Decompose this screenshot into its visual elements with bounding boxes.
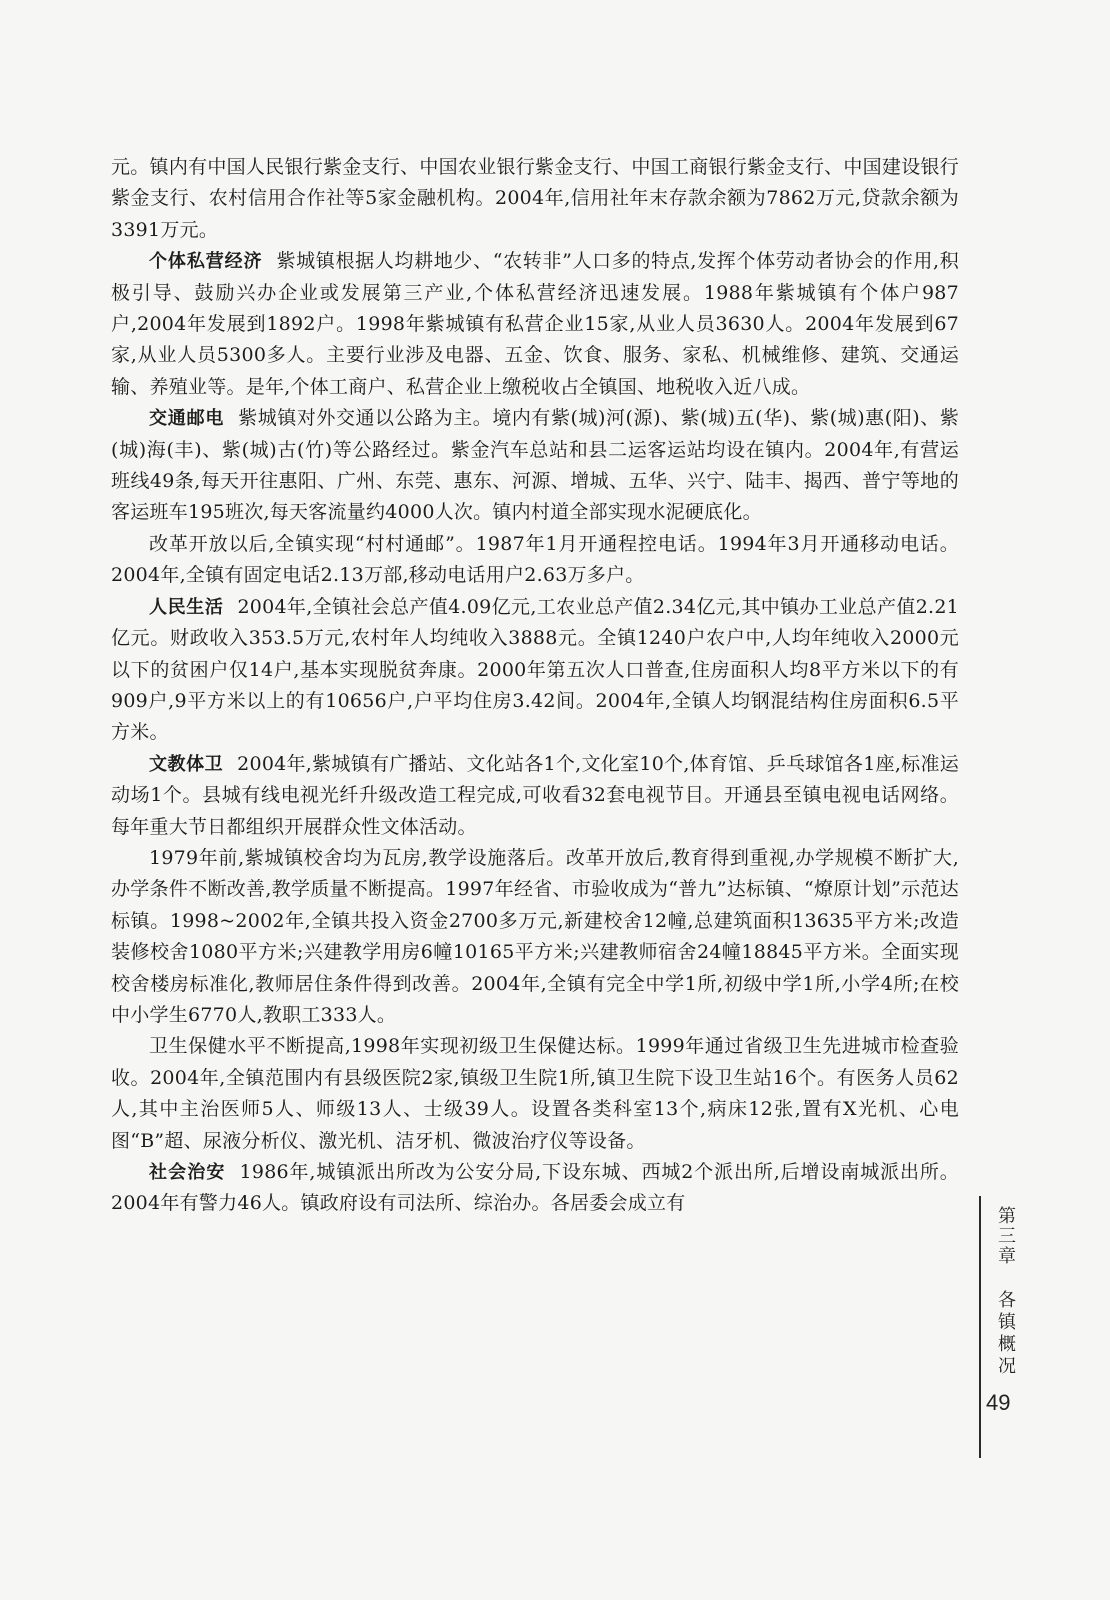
paragraph-education (111, 843, 959, 1031)
section-label: 各镇概况 (995, 1290, 1016, 1378)
paragraph-transport (111, 403, 959, 529)
paragraph-finance (111, 152, 959, 246)
section-heading: 交通邮电 (149, 408, 225, 430)
paragraph-security (111, 1157, 959, 1220)
page-number: 49 (986, 1390, 1011, 1415)
paragraph-text: 改革开放以后,全镇实现“村村通邮”。1987年1月开通程控电话。1994年3月开通移动电话。2004年,全镇有固定电话2.13万部,移动电话用户2.63万多户。 (111, 532, 959, 587)
paragraph-text: 紫城镇根据人均耕地少、“农转非”人口多的特点,发挥个体劳动者协会的作用,积极引导、鼓励兴办企业或发展第三产业,个体私营经济迅速发展。1988年紫城镇有个体户987户,2004年发展到1892户。1998年紫城镇有私营企业15家,从业人员3630人。2004年发展到67家,从业人员5300多人。主要行业涉及电器、五金、饮食、服务、家私、机械维修、建筑、交通运输、养殖业等。是年,个体工商户、私营企业上缴税收占全镇国、地税收入近八成。 (111, 250, 959, 398)
paragraph-text: 紫城镇对外交通以公路为主。境内有紫(城)河(源)、紫(城)五(华)、紫(城)惠(阳)、紫(城)海(丰)、紫(城)古(竹)等公路经过。紫金汽车总站和县二运客运站均设在镇内。2004年,有营运班线49条,每天开往惠阳、广州、东莞、惠东、河源、增城、五华、兴宁、陆丰、揭西、普宁等地的客运班车195班次,每天客流量约4000人次。镇内村道全部实现水泥硬底化。 (111, 407, 960, 524)
chapter-label: 第三章 (995, 1206, 1016, 1266)
section-heading: 社会治安 (149, 1162, 226, 1183)
paragraph-text: 卫生保健水平不断提高,1998年实现初级卫生保健达标。1999年通过省级卫生先进城市检查验收。2004年,全镇范围内有县级医院2家,镇级卫生院1所,镇卫生院下设卫生站16个。有医务人员62人,其中主治医师5人、师级13人、士级39人。设置各类科室13个,病床12张,置有X光机、心电图“B”超、尿液分析仪、激光机、洁牙机、微波治疗仪等设备。 (111, 1035, 959, 1152)
paragraph-culture (111, 749, 959, 843)
section-heading: 个体私营经济 (149, 251, 263, 273)
paragraph-text: 2004年,全镇社会总产值4.09亿元,工农业总产值2.34亿元,其中镇办工业总产值2.21亿元。财政收入353.5万元,农村年人均纯收入3888元。全镇1240户农户中,人均年纯收入2000元以下的贫困户仅14户,基本实现脱贫奔康。2000年第五次人口普查,住房面积人均8平方米以下的有909户,9平方米以上的有10656户,户平均住房3.42间。2004年,全镇人均钢混结构住房面积6.5平方米。 (111, 595, 960, 744)
paragraph-text: 2004年,紫城镇有广播站、文化站各1个,文化室10个,体育馆、乒乓球馆各1座,标准运动场1个。县城有线电视光纤升级改造工程完成,可收看32套电视节目。开通县至镇电视电话网络。每年重大节日都组织开展群众性文体活动。 (111, 752, 960, 838)
body-text (111, 152, 959, 1220)
side-divider (979, 1196, 981, 1458)
section-heading: 文教体卫 (149, 753, 224, 775)
paragraph-text: 1986年,城镇派出所改为公安分局,下设东城、西城2个派出所,后增设南城派出所。2004年有警力46人。镇政府设有司法所、综治办。各居委会成立有 (111, 1161, 960, 1215)
paragraph-text: 元。镇内有中国人民银行紫金支行、中国农业银行紫金支行、中国工商银行紫金支行、中国建设银行紫金支行、农村信用合作社等5家金融机构。2004年,信用社年末存款余额为7862万元,贷款余额为3391万元。 (111, 156, 959, 241)
paragraph-health (111, 1031, 959, 1157)
paragraph-postal (111, 529, 959, 592)
section-heading: 人民生活 (149, 596, 224, 618)
paragraph-private-economy (111, 246, 959, 403)
paragraph-livelihood (111, 592, 959, 749)
paragraph-text: 1979年前,紫城镇校舍均为瓦房,教学设施落后。改革开放后,教育得到重视,办学规模不断扩大,办学条件不断改善,教学质量不断提高。1997年经省、市验收成为“普九”达标镇、“燎原计划”示范达标镇。1998~2002年,全镇共投入资金2700多万元,新建校舍12幢,总建筑面积13635平方米;改造装修校舍1080平方米;兴建教学用房6幢10165平方米;兴建教师宿舍24幢18845平方米。全面实现校舍楼房标准化,教师居住条件得到改善。2004年,全镇有完全中学1所,初级中学1所,小学4所;在校中小学生6770人,教职工333人。 (111, 846, 959, 1026)
